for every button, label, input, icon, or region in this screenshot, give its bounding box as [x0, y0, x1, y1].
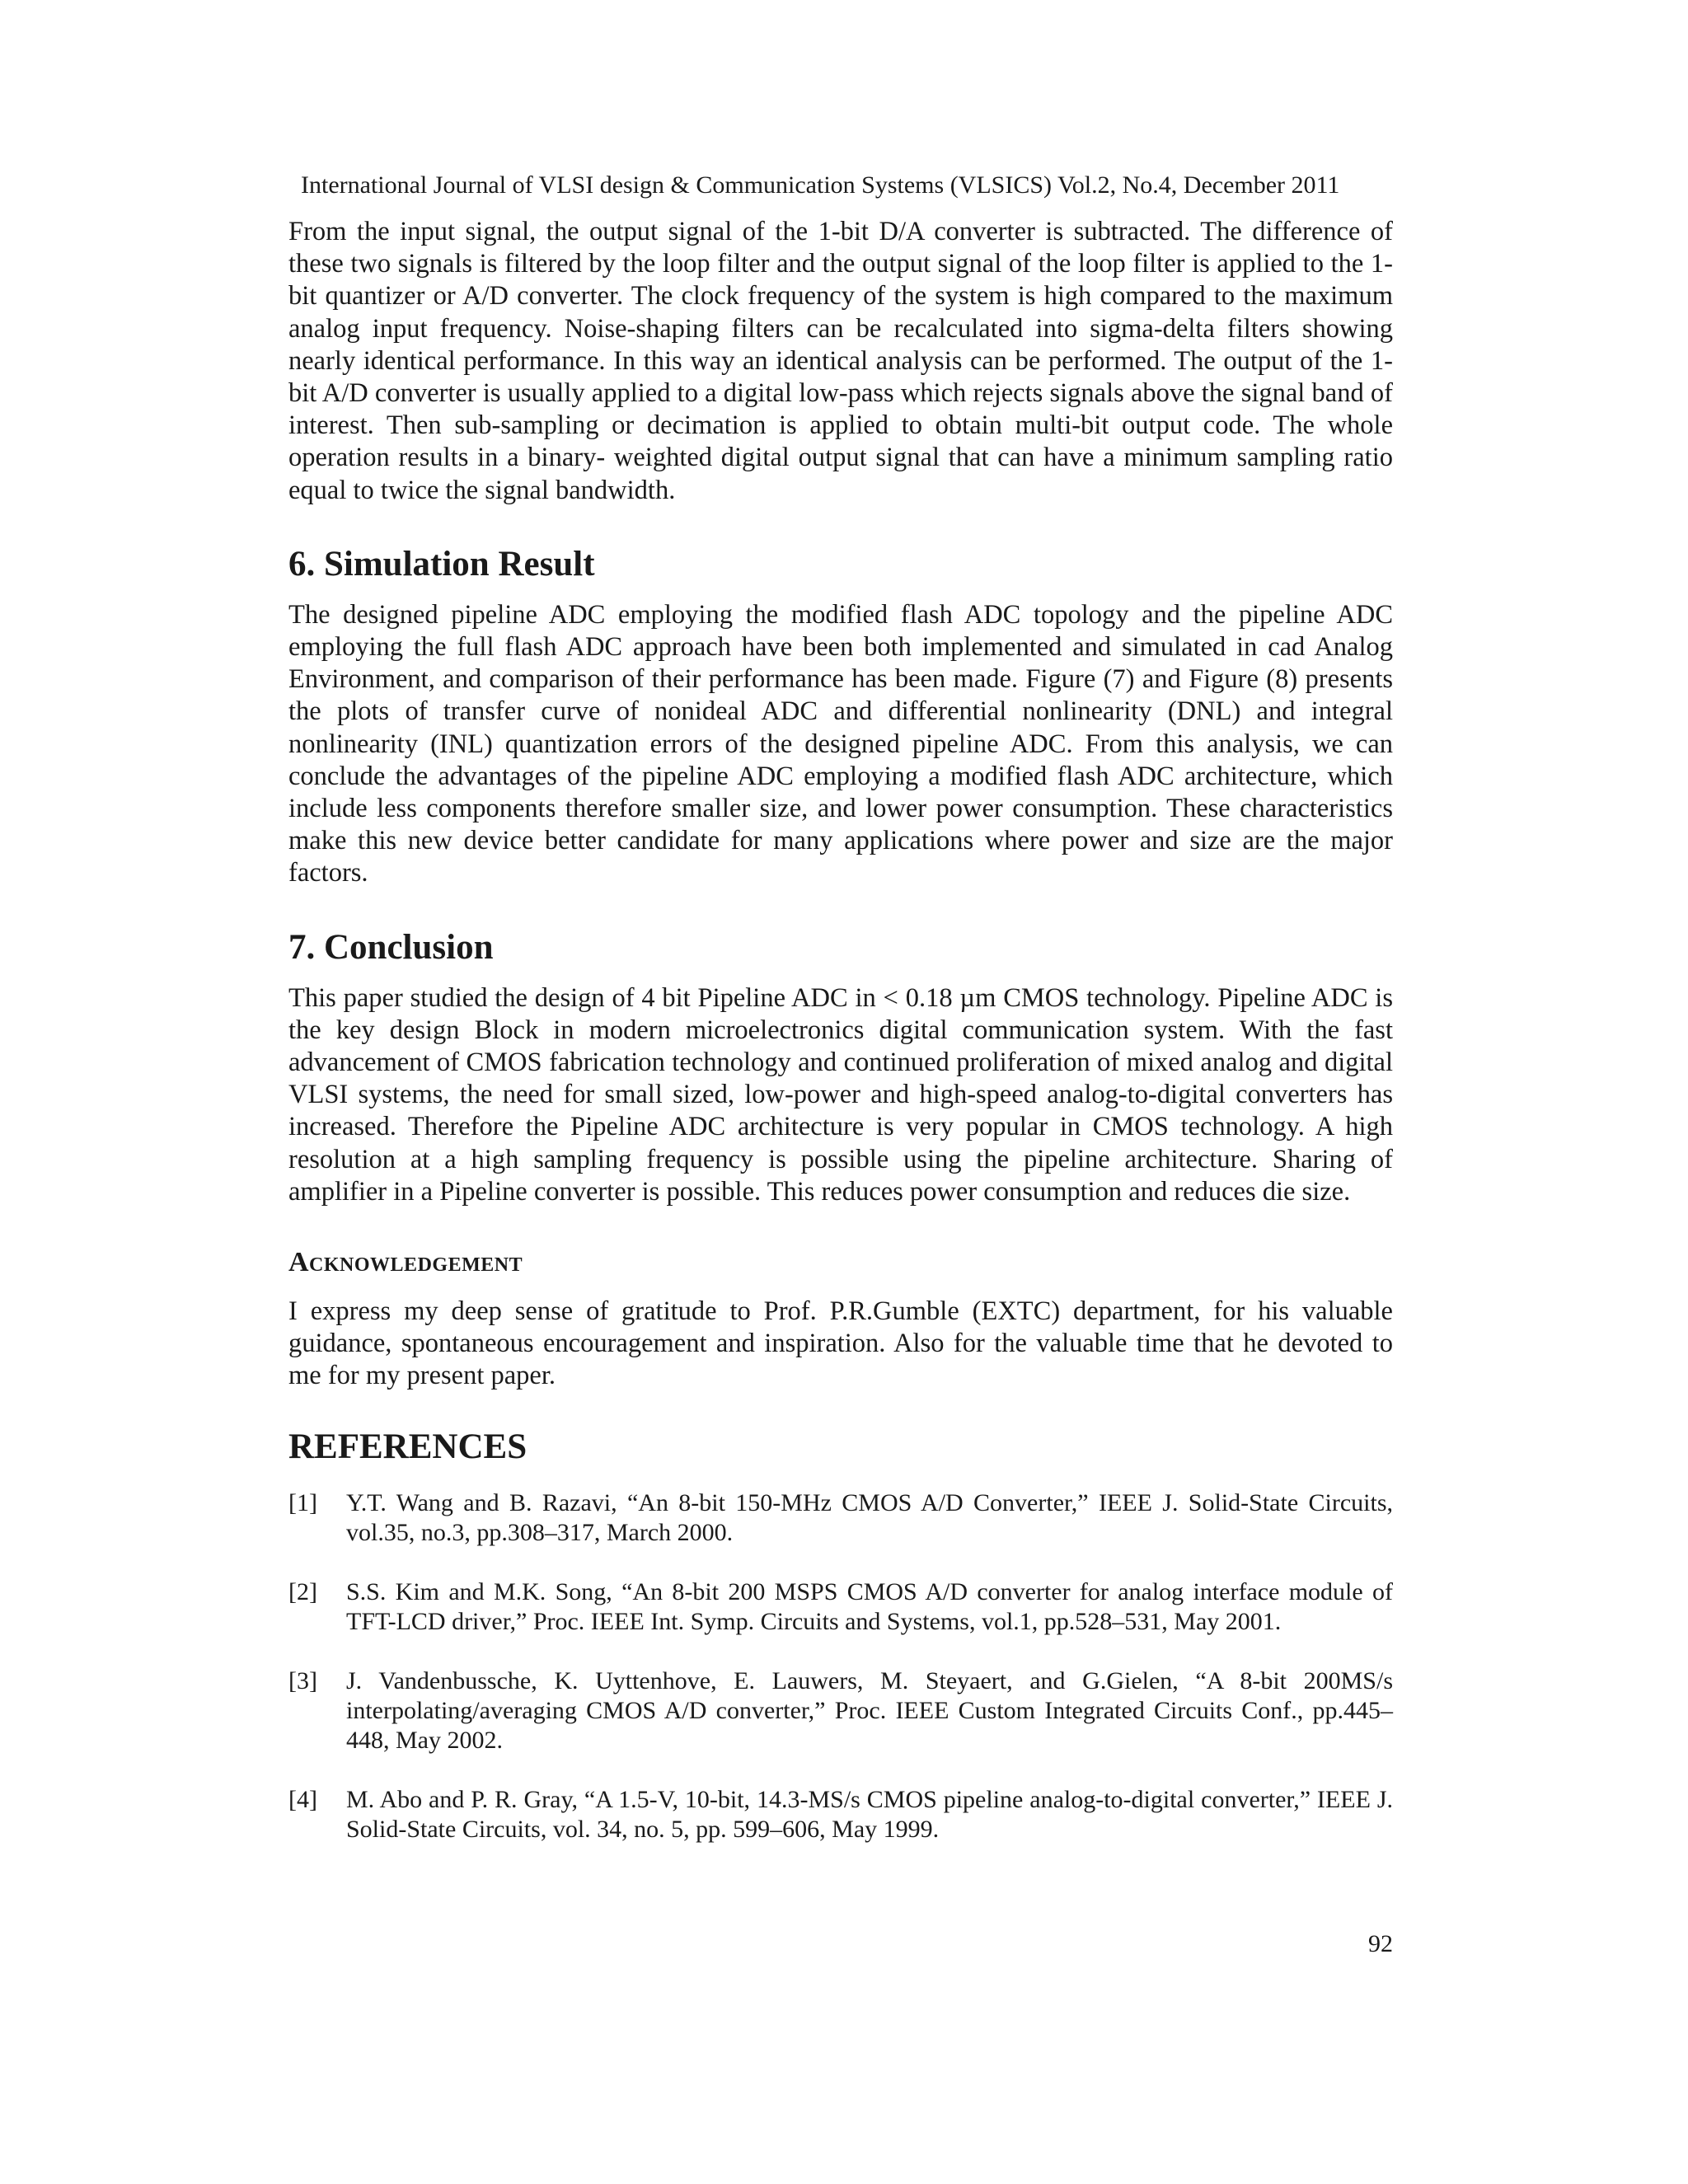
reference-text: M. Abo and P. R. Gray, “A 1.5-V, 10-bit, 14.3-MS/s CMOS pipeline analog-to-digital converter,” IEEE J. Solid-State Circuits, vol. 34, no. 5, pp. 599–606, May 1999.	[346, 1785, 1393, 1843]
page-number: 92	[1368, 1930, 1393, 1957]
conclusion-heading: 7. Conclusion	[288, 927, 494, 967]
reference-item	[288, 1785, 1393, 1844]
simulation-paragraph: The designed pipeline ADC employing the modified flash ADC topology and the pipeline ADC employing the full flash ADC approach have been both implemented and simulated in cad Analog Environment, and comparison of their performance has been made. Figure (7) and Figure (8) presents the plots of transfer curve of nonideal ADC and differential nonlinearity (DNL) and integral nonlinearity (INL) quantization errors of the designed pipeline ADC. From this analysis, we can conclude the advantages of the pipeline ADC employing a modified flash ADC architecture, which include less components therefore smaller size, and lower power consumption. These characteristics make this new device better candidate for many applications where power and size are the major factors.	[288, 599, 1393, 888]
intro-paragraph: From the input signal, the output signal of the 1-bit D/A converter is subtracted. The difference of these two signals is filtered by the loop filter and the output signal of the loop filter is applied to the 1-bit quantizer or A/D converter. The clock frequency of the system is high compared to the maximum analog input frequency. Noise-shaping filters can be recalculated into sigma-delta filters showing nearly identical performance. In this way an identical analysis can be performed. The output of the 1-bit A/D converter is usually applied to a digital low-pass which rejects signals above the signal band of interest. Then sub-sampling or decimation is applied to obtain multi-bit output code. The whole operation results in a binary- weighted digital output signal that can have a minimum sampling ratio equal to twice the signal bandwidth.	[288, 217, 1393, 505]
reference-number: [1]	[288, 1488, 317, 1516]
reference-item	[288, 1666, 1393, 1755]
reference-item	[288, 1577, 1393, 1637]
reference-number: [4]	[288, 1785, 317, 1813]
reference-number: [3]	[288, 1666, 317, 1694]
acknowledgement-heading: Acknowledgement	[288, 1247, 523, 1278]
references-heading: REFERENCES	[288, 1427, 528, 1466]
conclusion-paragraph: This paper studied the design of 4 bit Pipeline ADC in < 0.18 µm CMOS technology. Pipeline ADC is the key design Block in modern microelectronics digital communication system. With the fast advancement of CMOS fabrication technology and continued proliferation of mixed analog and digital VLSI systems, the need for small sized, low-power and high-speed analog-to-digital converters has increased. Therefore the Pipeline ADC architecture is very popular in CMOS technology. A high resolution at a high sampling frequency is possible using the pipeline architecture. Sharing of amplifier in a Pipeline converter is possible. This reduces power consumption and reduces die size.	[288, 982, 1393, 1207]
page-content	[288, 216, 1393, 1844]
running-header: International Journal of VLSI design & Communication Systems (VLSICS) Vol.2, No.4, December 2011	[301, 171, 1340, 199]
acknowledgement-paragraph: I express my deep sense of gratitude to Prof. P.R.Gumble (EXTC) department, for his valuable guidance, spontaneous encouragement and inspiration. Also for the valuable time that he devoted to me for my present paper.	[288, 1296, 1393, 1391]
reference-text: J. Vandenbussche, K. Uyttenhove, E. Lauwers, M. Steyaert, and G.Gielen, “A 8-bit 200MS/s interpolating/averaging CMOS A/D converter,” Proc. IEEE Custom Integrated Circuits Conf., pp.445–448, May 2002.	[346, 1666, 1393, 1754]
reference-item	[288, 1488, 1393, 1548]
simulation-heading: 6. Simulation Result	[288, 544, 595, 583]
reference-text: S.S. Kim and M.K. Song, “An 8-bit 200 MSPS CMOS A/D converter for analog interface module of TFT-LCD driver,” Proc. IEEE Int. Symp. Circuits and Systems, vol.1, pp.528–531, May 2001.	[346, 1577, 1393, 1635]
references-list	[288, 1488, 1393, 1844]
reference-number: [2]	[288, 1577, 317, 1605]
reference-text: Y.T. Wang and B. Razavi, “An 8-bit 150-MHz CMOS A/D Converter,” IEEE J. Solid-State Circuits, vol.35, no.3, pp.308–317, March 2000.	[346, 1488, 1393, 1546]
